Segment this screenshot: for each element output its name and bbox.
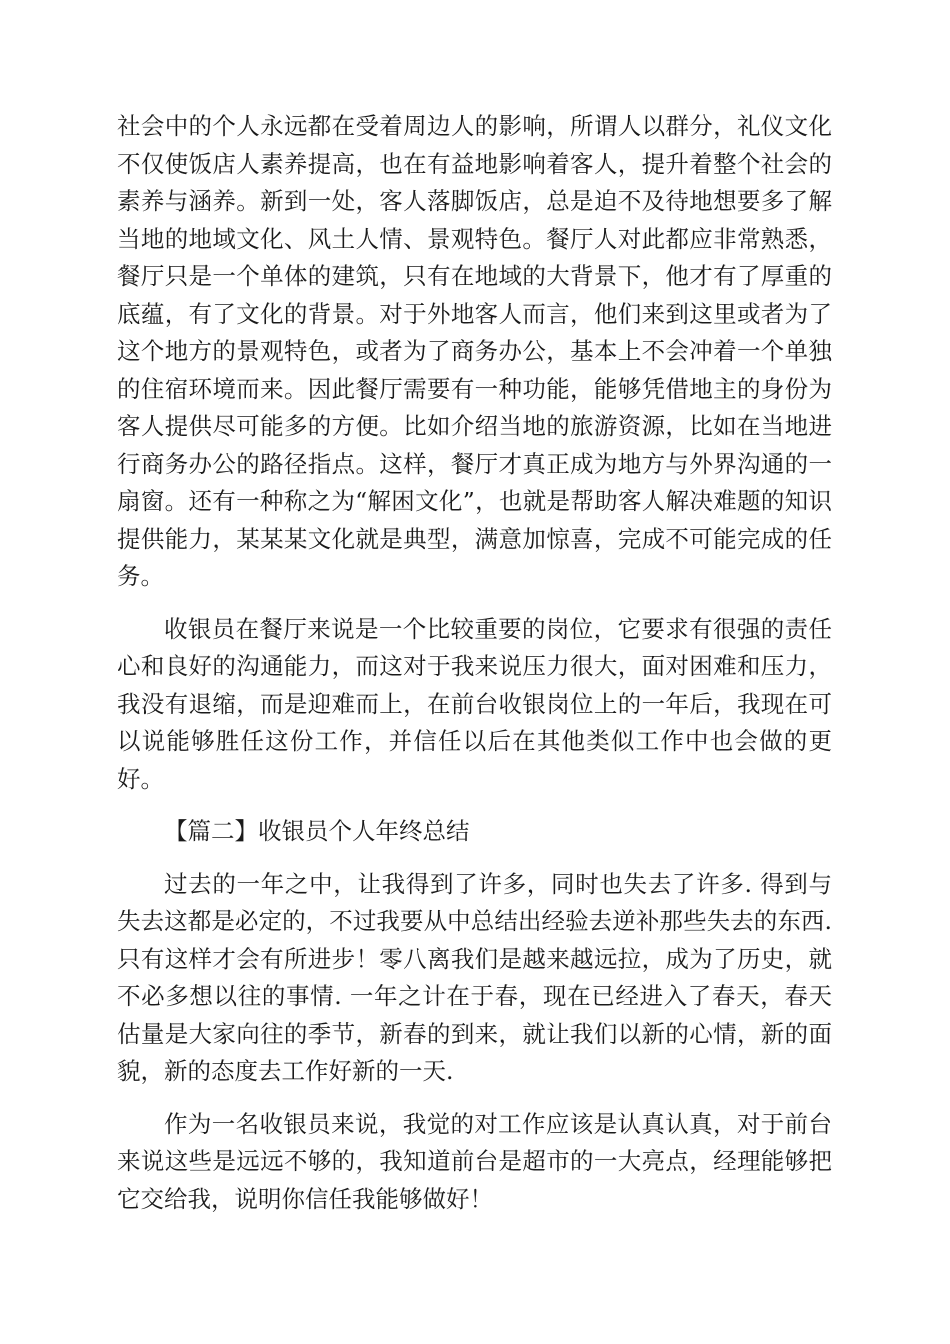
document-body [117,108,832,1233]
paragraph-as-cashier: 作为一名收银员来说，我觉的对工作应该是认真认真，对于前台来说这些是远远不够的，我知道前台是超市的一大亮点，经理能够把它交给我，说明你信任我能够做好！ [117,1109,832,1213]
paragraph-cashier-role: 收银员在餐厅来说是一个比较重要的岗位，它要求有很强的责任心和良好的沟通能力，而这对于我来说压力很大，面对困难和压力，我没有退缩，而是迎难而上，在前台收银岗位上的一年后，我现在可以说能够胜任这份工作，并信任以后在其他类似工作中也会做的更好。 [117,614,832,793]
section-heading: 【篇二】收银员个人年终总结 [164,817,470,845]
paragraph-etiquette-culture: 社会中的个人永远都在受着周边人的影响，所谓人以群分，礼仪文化不仅使饭店人素养提高，也在有益地影响着客人，提升着整个社会的素养与涵养。新到一处，客人落脚饭店，总是迫不及待地想要多了解当地的地域文化、风土人情、景观特色。餐厅人对此都应非常熟悉，餐厅只是一个单体的建筑，只有在地域的大背景下，他才有了厚重的底蕴，有了文化的背景。对于外地客人而言，他们来到这里或者为了这个地方的景观特色，或者为了商务办公，基本上不会冲着一个单独的住宿环境而来。因此餐厅需要有一种功能，能够凭借地主的身份为客人提供尽可能多的方便。比如介绍当地的旅游资源，比如在当地进行商务办公的路径指点。这样，餐厅才真正成为地方与外界沟通的一扇窗。还有一种称之为“解困文化”，也就是帮助客人解决难题的知识提供能力，某某某文化就是典型，满意加惊喜，完成不可能完成的任务。 [117,112,832,590]
paragraph-past-year: 过去的一年之中，让我得到了许多，同时也失去了许多. 得到与失去这都是必定的，不过我要从中总结出经验去逆补那些失去的东西. 只有这样才会有所进步！零八离我们是越来越远拉，成为了历史，就不必多想以往的事情. 一年之计在于春，现在已经进入了春天，春天估量是大家向往的季节，新春的到来，就让我们以新的心情，新的面貌，新的态度去工作好新的一天. [117,869,832,1085]
